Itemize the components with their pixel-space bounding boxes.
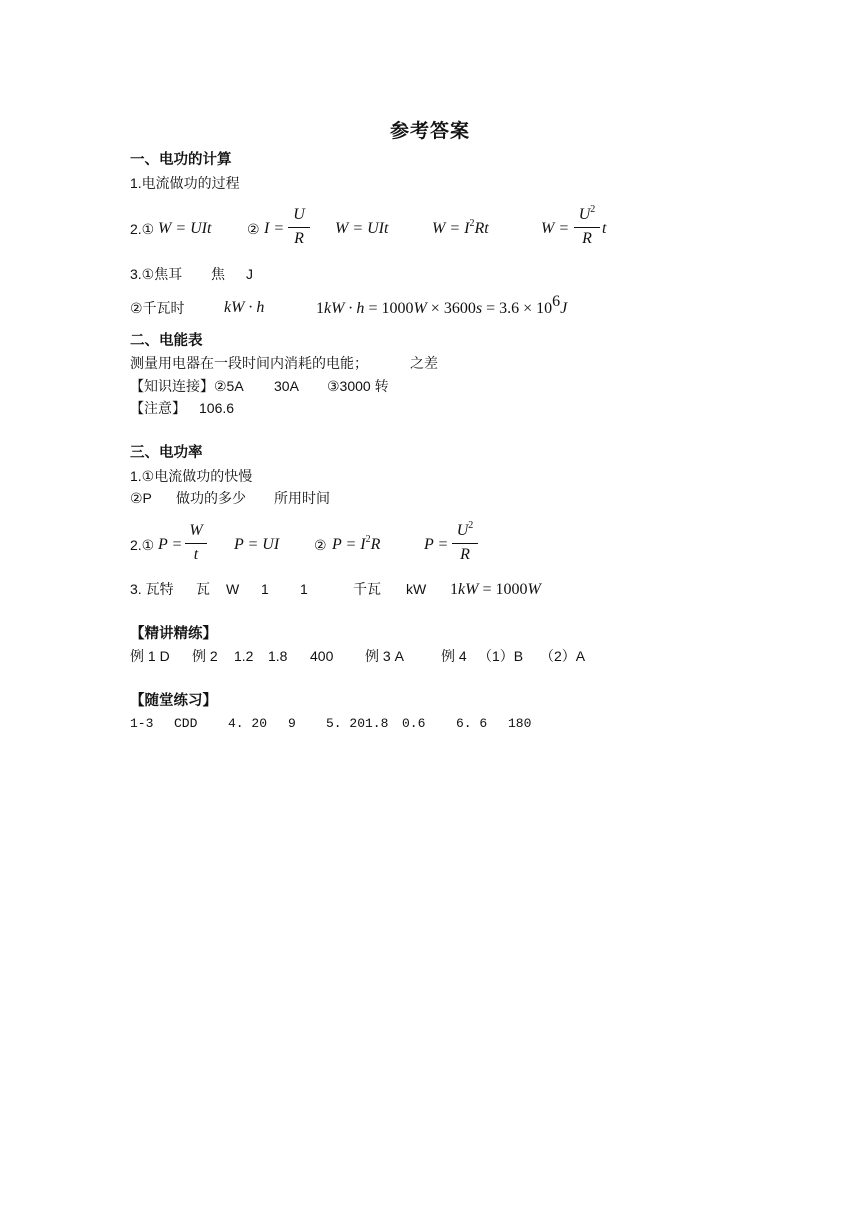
answer-work-amount: 做功的多少 xyxy=(176,490,246,506)
answer-30a: 30A xyxy=(274,378,299,394)
answer-time: 所用时间 xyxy=(274,490,330,506)
item-prefix: 2.① xyxy=(130,537,155,553)
answer-w: W xyxy=(226,581,240,597)
example-answer: 1.2 xyxy=(234,648,254,664)
section-heading-electric-work: 一、电功的计算 xyxy=(130,152,232,168)
answer-measure: 测量用电器在一段时间内消耗的电能； xyxy=(130,355,368,371)
item-prefix: 2.① xyxy=(130,221,155,237)
formula-p-ui: P = UI xyxy=(234,536,280,553)
answer-line-kwh xyxy=(130,293,730,318)
circled-number: ② xyxy=(247,221,260,237)
answer-wa: 瓦 xyxy=(196,581,210,597)
formula-p-i2r: $P = I^2R$ xyxy=(332,534,381,553)
unit-kwh: kW · h xyxy=(224,299,265,316)
formula-w-uit-2: W = UIt xyxy=(335,220,389,237)
fraction-u-over-r xyxy=(288,205,310,251)
page-title: 参考答案 xyxy=(389,121,470,142)
answer-line-units xyxy=(130,579,730,599)
example-answer: 例 3 A xyxy=(365,648,404,664)
equation-kw-to-w: 1kW = 1000W xyxy=(450,581,541,598)
note-value: 106.6 xyxy=(199,400,235,416)
denominator: R xyxy=(294,230,304,247)
answer-watt: 3. 瓦特 xyxy=(130,581,174,597)
fraction-w-over-t: W t xyxy=(185,521,207,567)
formula-w-i2rt: $W = I^2Rt$ xyxy=(432,218,489,237)
numerator: U xyxy=(293,206,305,223)
formula-p-u2-over-r-lhs: P = xyxy=(424,536,449,553)
example-answer: 例 4 xyxy=(441,648,467,664)
section-heading-power: 三、电功率 xyxy=(130,445,203,461)
section-heading-examples: 【精讲精练】 xyxy=(130,626,217,642)
fraction-u2-over-r: $U^2$ R xyxy=(452,521,478,567)
practice-answer: 4. 20 xyxy=(228,716,268,731)
example-answer: 例 1 D xyxy=(130,648,170,664)
answer-kilowatt: 千瓦 xyxy=(353,581,381,597)
answer-line: 1.①电流做功的快慢 xyxy=(130,468,253,484)
answer-jiao: 焦 xyxy=(211,266,225,282)
example-answer: 1.8 xyxy=(268,648,288,664)
practice-answer: 180 xyxy=(508,716,532,731)
example-answer: （1）B xyxy=(478,648,524,664)
practice-answer: 5. 201.8 xyxy=(326,716,389,731)
section-heading-meter: 二、电能表 xyxy=(130,333,203,349)
formula-w-u2-over-r-lhs: W = xyxy=(541,220,570,237)
answer-3000: ③3000 转 xyxy=(327,378,389,394)
variable-t: t xyxy=(602,220,607,237)
answer-one: 1 xyxy=(300,581,308,597)
equation-kwh-to-joule: $1kW \cdot h = 1000W \times 3600s = 3.6 \times 10^6J$ xyxy=(316,293,568,317)
circled-number: ② xyxy=(314,537,327,553)
example-answer: 例 2 xyxy=(192,648,218,664)
practice-answer: 1-3 xyxy=(130,716,154,731)
answer-kw: kW xyxy=(406,581,427,597)
formula-p-lhs: P = xyxy=(158,536,183,553)
formula-line-power xyxy=(130,520,730,563)
answer-j: J xyxy=(246,266,253,282)
example-answer: （2）A xyxy=(540,648,586,664)
formula-ohms-law-lhs: I = xyxy=(264,220,285,237)
answer-5a: 【知识连接】②5A xyxy=(130,378,244,394)
practice-answer: CDD xyxy=(174,716,198,731)
note-label: 【注意】 xyxy=(130,400,186,416)
answer-line: 1.电流做功的过程 xyxy=(130,175,240,191)
section-heading-practice: 【随堂练习】 xyxy=(130,693,217,709)
fraction-u2-over-r: $U^2$ R xyxy=(574,205,600,251)
answer-kilowatt-hour: ②千瓦时 xyxy=(130,300,185,316)
answer-one: 1 xyxy=(261,581,269,597)
practice-answer: 6. 6 xyxy=(456,716,488,731)
answer-difference: 之差 xyxy=(410,355,438,371)
example-answer: 400 xyxy=(310,648,334,664)
formula-line-work xyxy=(130,204,730,247)
formula-w-uit: W = UIt xyxy=(158,220,212,237)
answer-p: ②P xyxy=(130,490,152,506)
practice-answer: 9 xyxy=(288,716,296,731)
practice-answer: 0.6 xyxy=(402,716,426,731)
answer-joule: 3.①焦耳 xyxy=(130,266,183,282)
